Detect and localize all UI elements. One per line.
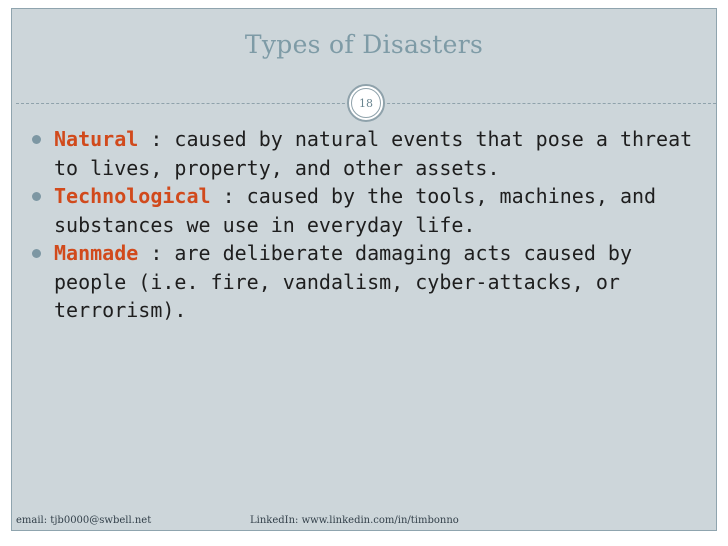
bullet-dot-icon [32,192,41,201]
footer-email: email: tjb0000@swbell.net [16,515,152,526]
bullet-dot-icon [32,249,41,258]
footer-linkedin: LinkedIn: www.linkedin.com/in/timbonno [250,515,459,526]
page-number: 18 [351,88,381,118]
bullet-term: Natural [54,127,139,151]
bullet-text: : caused by natural events that pose a threat to lives, property, and other assets. [54,127,693,180]
bullet-item-natural [30,125,700,182]
bullet-item-manmade [30,239,700,325]
bullet-term: Manmade [54,241,139,265]
slide-title: Types of Disasters [244,30,484,59]
bullet-text: : caused by the tools, machines, and substances we use in everyday life. [54,184,657,237]
bullet-text: : are deliberate damaging acts caused by people (i.e. fire, vandalism, cyber-attacks, or terrorism). [54,241,632,322]
bullet-term: Technological [54,184,211,208]
page-number-badge [347,84,385,122]
bullet-dot-icon [32,135,41,144]
bullet-item-technological [30,182,700,239]
bullet-list [30,125,700,325]
